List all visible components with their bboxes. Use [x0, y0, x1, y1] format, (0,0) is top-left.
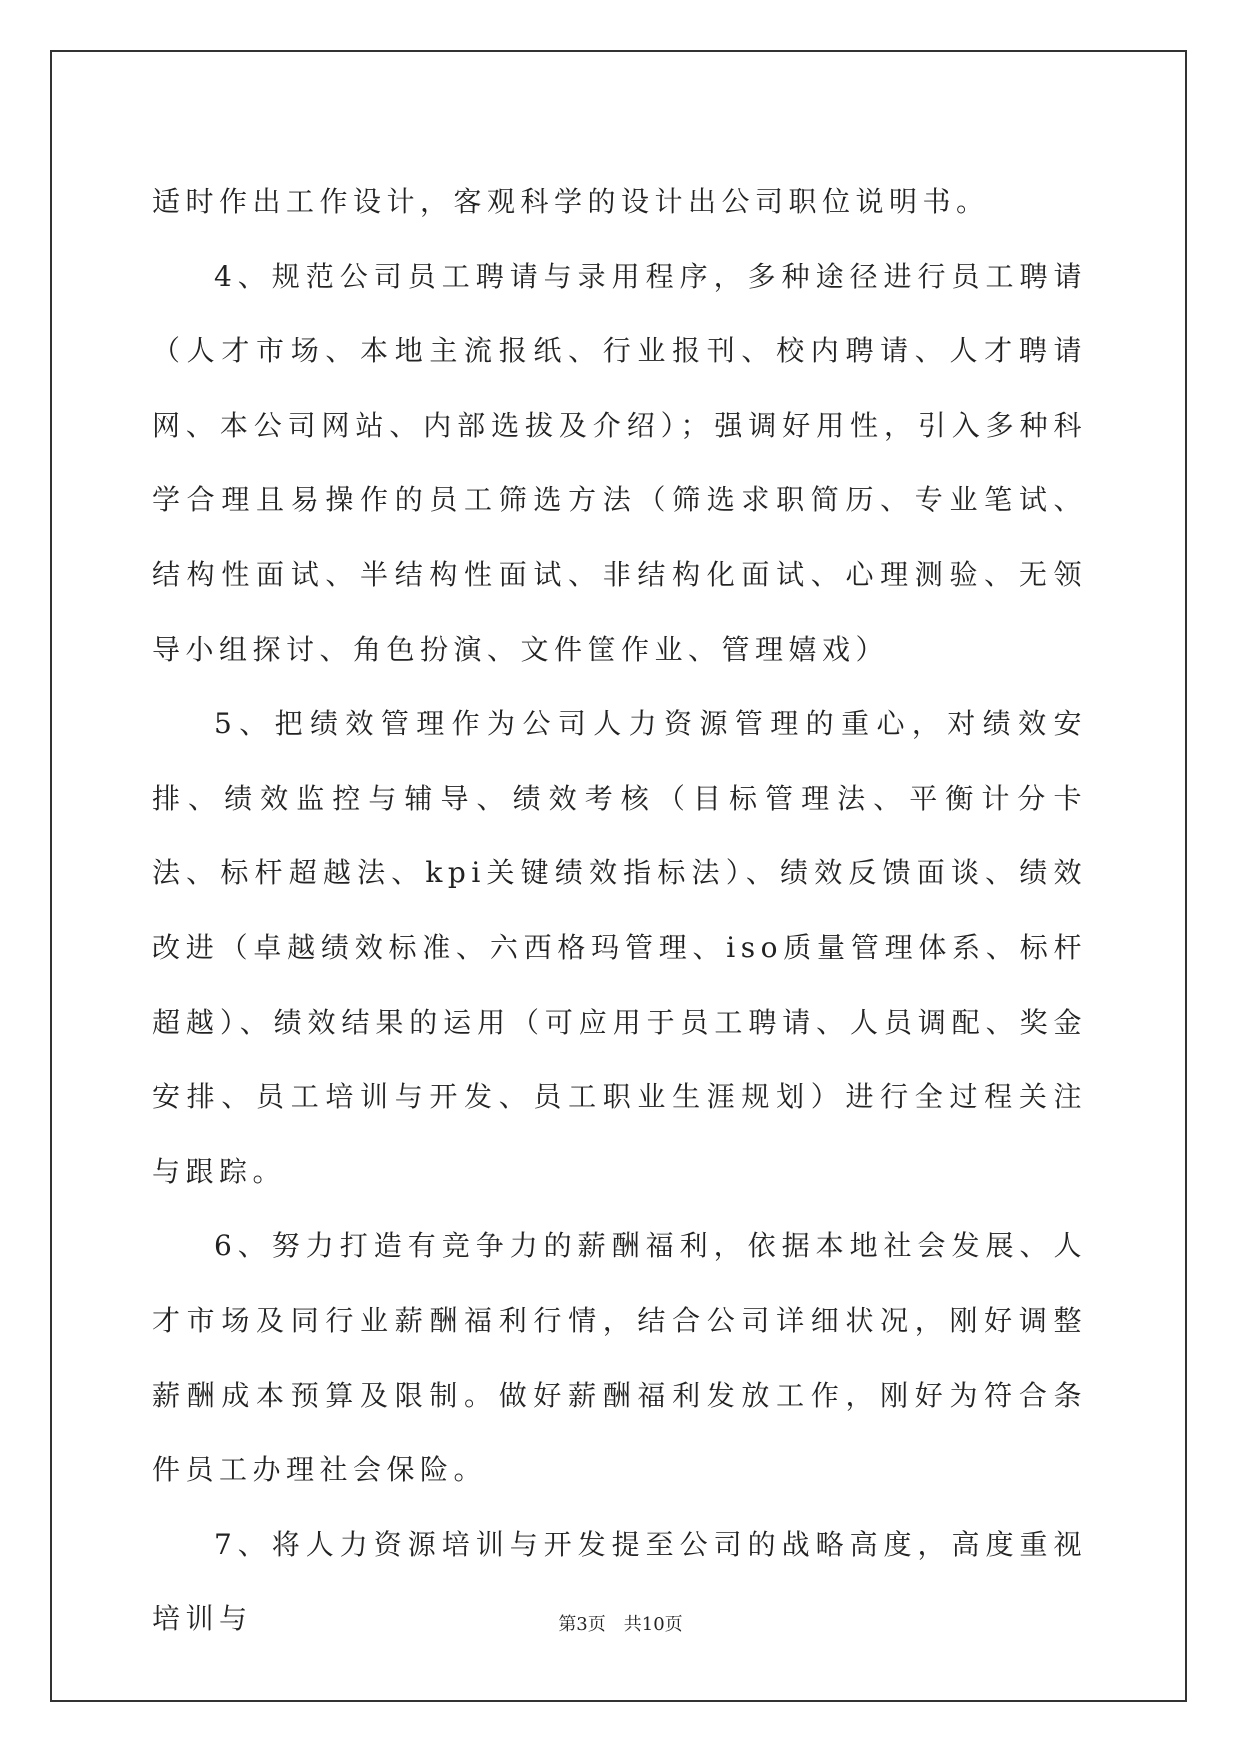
paragraph-item-5: 5、把绩效管理作为公司人力资源管理的重心，对绩效安排、绩效监控与辅导、绩效考核（目标管理法、平衡计分卡法、标杆超越法、kpi关键绩效指标法）、绩效反馈面谈、绩效改进（卓越绩效标准、六西格玛管理、iso质量管理体系、标杆超越）、绩效结果的运用（可应用于员工聘请、人员调配、奖金安排、员工培训与开发、员工职业生涯规划）进行全过程关注与跟踪。	[152, 707, 1087, 1188]
paragraph-item-4: 4、规范公司员工聘请与录用程序，多种途径进行员工聘请（人才市场、本地主流报纸、行业报刊、校内聘请、人才聘请网、本公司网站、内部选拔及介绍）；强调好用性，引入多种科学合理且易操作的员工筛选方法（筛选求职简历、专业笔试、结构性面试、半结构性面试、非结构化面试、心理测验、无领导小组探讨、角色扮演、文件筐作业、管理嬉戏）	[152, 259, 1087, 666]
paragraph-continuation: 适时作出工作设计，客观科学的设计出公司职位说明书。	[152, 185, 990, 218]
paragraph-item-7: 7、将人力资源培训与开发提至公司的战略高度，高度重视培训与	[152, 1527, 1087, 1636]
document-body	[152, 165, 1087, 1657]
paragraph-item-6: 6、努力打造有竞争力的薪酬福利，依据本地社会发展、人才市场及同行业薪酬福利行情，结合公司详细状况，刚好调整薪酬成本预算及限制。做好薪酬福利发放工作，刚好为符合条件员工办理社会保险。	[152, 1229, 1087, 1487]
page-number-footer: 第3页 共10页	[558, 1614, 683, 1635]
